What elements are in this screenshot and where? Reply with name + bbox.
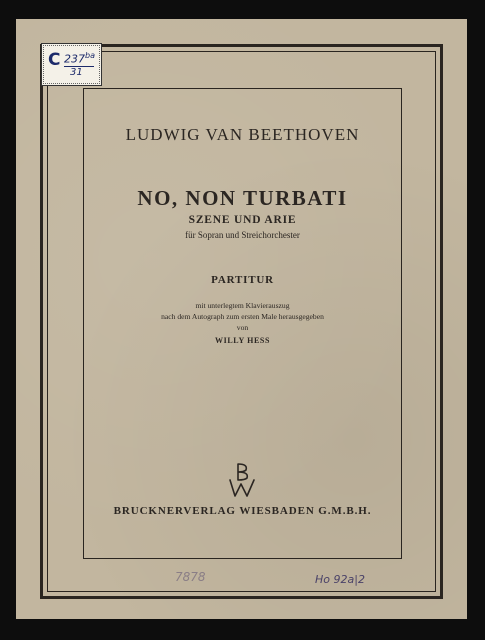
description-line: mit unterlegtem Klavierauszug (195, 301, 290, 310)
editor-name: WILLY HESS (215, 336, 270, 345)
work-title: NO, NON TURBATI (137, 186, 348, 210)
scoring-line: für Sopran und Streichorchester (185, 230, 300, 240)
description-line: von (236, 323, 249, 332)
work-subtitle: SZENE UND ARIE (188, 214, 297, 226)
library-shelf-label (41, 43, 102, 86)
shelf-volume: 31 (70, 67, 83, 78)
shelf-suffix: ba (85, 51, 95, 60)
shelf-number-value: 237 (64, 52, 85, 66)
composer-name: LUDWIG VAN BEETHOVEN (125, 125, 360, 144)
shelf-number (64, 51, 95, 66)
shelf-prefix: C (48, 50, 61, 70)
description-line: nach dem Autograph zum ersten Male herausgegeben (161, 312, 324, 321)
handwritten-number: 7878 (175, 570, 206, 584)
score-type: PARTITUR (211, 274, 274, 286)
handwritten-catalog-code: Ho 92a|2 (315, 573, 365, 586)
bw-monogram-icon (224, 462, 260, 498)
publisher-name: BRUCKNERVERLAG WIESBADEN G.M.B.H. (113, 505, 372, 517)
